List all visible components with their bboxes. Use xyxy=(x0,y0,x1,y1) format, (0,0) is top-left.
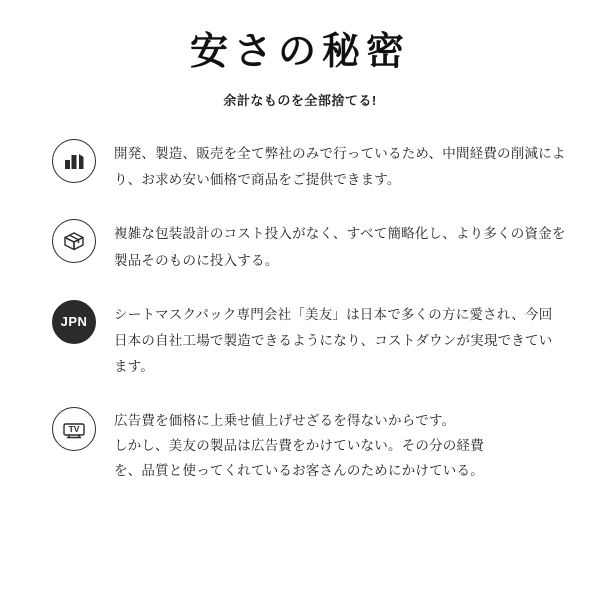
jpn-badge-label: JPN xyxy=(60,314,88,330)
list-item-text xyxy=(114,407,566,484)
benefit-list xyxy=(0,139,600,484)
tv-glyph xyxy=(61,418,87,440)
list-item xyxy=(52,407,566,484)
bar-chart-glyph xyxy=(63,151,85,171)
bar-chart-icon xyxy=(52,139,96,183)
list-item-line: 広告費を価格に上乗せ値上げせざるを得ないからです。 xyxy=(114,412,456,428)
list-item xyxy=(52,300,566,381)
header xyxy=(0,0,600,109)
list-item-text: 開発、製造、販売を全て弊社のみで行っているため、中間経費の削減により、お求め安い価格で商品をご提供できます。 xyxy=(114,145,566,187)
list-item-line: しかし、美友の製品は広告費をかけていない。その分の経費 xyxy=(114,437,484,453)
list-item xyxy=(52,219,566,274)
page-subtitle: 余計なものを全部捨てる! xyxy=(223,92,377,108)
list-item-text: シートマスクパック専門会社「美友」は日本で多くの方に愛され、今回日本の自社工場で製造できるようになり、コストダウンが実現できています。 xyxy=(114,306,553,375)
list-item xyxy=(52,139,566,194)
list-item-text: 複雑な包装設計のコスト投入がなく、すべて簡略化し、より多くの資金を製品そのものに投入する。 xyxy=(114,226,566,268)
page-title: 安さの秘密 xyxy=(189,31,410,73)
tv-icon xyxy=(52,407,96,451)
svg-text:TV: TV xyxy=(68,423,80,434)
list-item-line: を、品質と使ってくれているお客さんのためにかけている。 xyxy=(114,462,484,478)
package-box-icon xyxy=(52,219,96,263)
package-box-glyph xyxy=(62,230,86,252)
jpn-badge-icon xyxy=(52,300,96,344)
